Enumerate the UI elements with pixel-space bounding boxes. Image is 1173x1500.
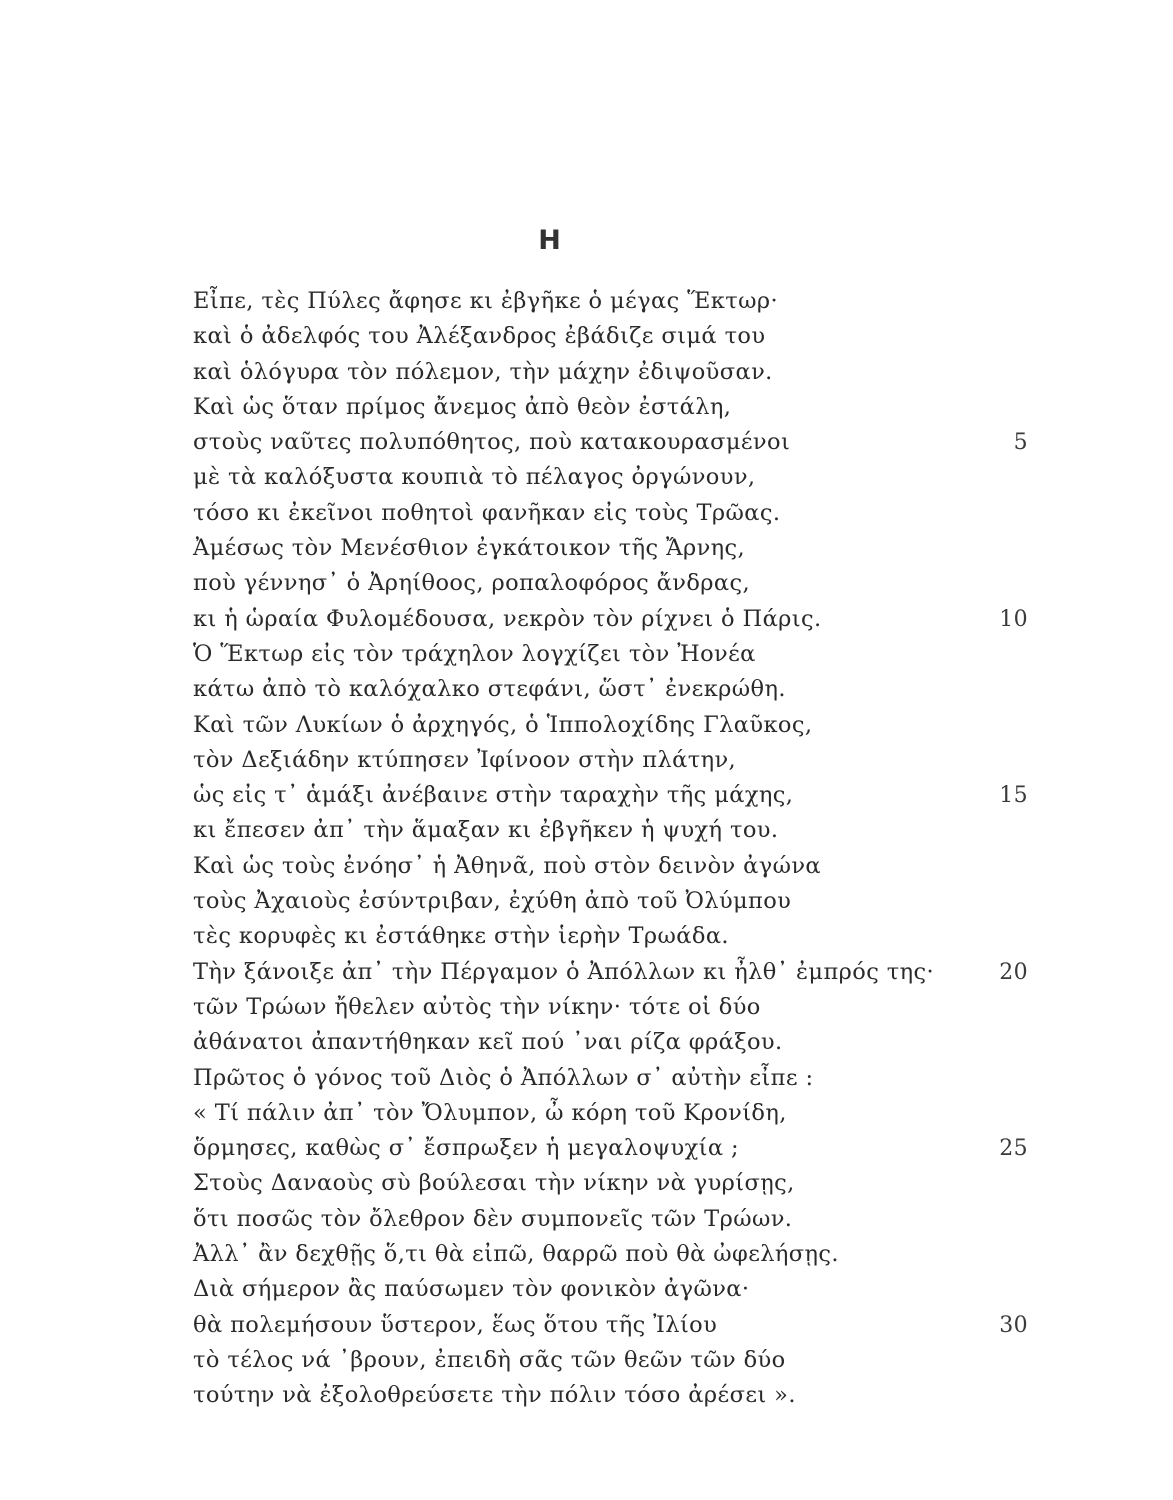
poem-line	[193, 1061, 1093, 1096]
poem-line	[193, 1096, 1093, 1131]
poem-line-text: Πρῶτος ὁ γόνος τοῦ Διὸς ὁ Ἀπόλλων σ᾿ αὐτὴν εἶπε :	[193, 1064, 814, 1091]
poem-line-text: τὸν Δεξιάδην κτύπησεν Ἰφίνοον στὴν πλάτην,	[193, 746, 737, 773]
poem-line	[193, 1308, 1093, 1343]
poem-line-text: « Τί πάλιν ἀπ᾿ τὸν Ὄλυμπον, ὦ κόρη τοῦ Κρονίδη,	[193, 1099, 787, 1126]
poem-line	[193, 849, 1093, 884]
poem-line	[193, 1025, 1093, 1060]
poem-line	[193, 390, 1093, 425]
poem-line-text: ὡς εἰς τ᾿ ἁμάξι ἀνέβαινε στὴν ταραχὴν τῆς μάχης,	[193, 782, 794, 809]
poem-line	[193, 990, 1093, 1025]
poem-line-text: Ὁ Ἕκτωρ εἰς τὸν τράχηλον λογχίζει τὸν Ἠονέα	[193, 640, 756, 667]
poem-line-text: καὶ ὁλόγυρα τὸν πόλεμον, τὴν μάχην ἐδιψοῦσαν.	[193, 358, 773, 385]
poem-line-text: θὰ πολεμήσουν ὕστερον, ἕως ὅτου τῆς Ἰλίου	[193, 1311, 718, 1338]
poem-line	[193, 1131, 1093, 1166]
poem-line	[193, 355, 1093, 390]
poem-line	[193, 1202, 1093, 1237]
poem-line	[193, 460, 1093, 495]
poem-line-text: ἀθάνατοι ἀπαντήθηκαν κεῖ πού ᾿ναι ρίζα φράξου.	[193, 1029, 783, 1056]
line-number: 10	[999, 606, 1028, 632]
poem-line-text: ὅρμησες, καθὼς σ᾿ ἔσπρωξεν ἡ μεγαλοψυχία ;	[193, 1135, 740, 1162]
poem-line	[193, 813, 1093, 848]
poem-line-text: Διὰ σήμερον ἂς παύσωμεν τὸν φονικὸν ἀγῶνα·	[193, 1276, 750, 1303]
line-number: 5	[1013, 430, 1028, 456]
poem-line	[193, 284, 1093, 319]
poem-line	[193, 496, 1093, 531]
poem-line	[193, 1343, 1093, 1378]
poem-line-text: τοὺς Ἀχαιοὺς ἐσύντριβαν, ἐχύθη ἀπὸ τοῦ Ὀλύμπου	[193, 888, 792, 915]
line-number: 30	[999, 1312, 1028, 1338]
poem-line-text: τῶν Τρώων ἤθελεν αὐτὸς τὴν νίκην· τότε οἱ δύο	[193, 993, 761, 1020]
poem-line	[193, 1237, 1093, 1272]
poem-line-text: τὲς κορυφὲς κι ἐστάθηκε στὴν ἱερὴν Τρωάδα.	[193, 923, 729, 950]
poem-line	[193, 1378, 1093, 1413]
poem-line-text: κι ἡ ὡραία Φυλομέδουσα, νεκρὸν τὸν ρίχνει ὁ Πάρις.	[193, 605, 822, 632]
line-number: 25	[999, 1136, 1028, 1162]
poem-line	[193, 566, 1093, 601]
poem-line-text: Καὶ ὡς τοὺς ἐνόησ᾿ ἡ Ἀθηνᾶ, ποὺ στὸν δεινὸν ἀγώνα	[193, 852, 822, 879]
poem-line-text: Καὶ τῶν Λυκίων ὁ ἀρχηγός, ὁ Ἱππολοχίδης Γλαῦκος,	[193, 711, 813, 738]
poem-line-text: τούτην νὰ ἐξολοθρεύσετε τὴν πόλιν τόσο ἀρέσει ».	[193, 1382, 796, 1409]
poem-line	[193, 955, 1093, 990]
poem-line-text: Εἶπε, τὲς Πύλες ἄφησε κι ἐβγῆκε ὁ μέγας Ἕκτωρ·	[193, 288, 779, 314]
poem-line-text: στοὺς ναῦτες πολυπόθητος, ποὺ κατακουρασμένοι	[193, 429, 791, 456]
poem-line-text: κι ἔπεσεν ἀπ᾿ τὴν ἅμαξαν κι ἐβγῆκεν ἡ ψυχή του.	[193, 817, 779, 844]
poem-line-text: Ἀλλ᾿ ἂν δεχθῇς ὅ,τι θὰ εἰπῶ, θαρρῶ ποὺ θὰ ὠφελήσῃς.	[193, 1241, 839, 1268]
line-number: 20	[999, 959, 1028, 985]
poem-line	[193, 743, 1093, 778]
poem-line	[193, 919, 1093, 954]
poem-line-text: ὅτι ποσῶς τὸν ὄλεθρον δὲν συμπονεῖς τῶν Τρώων.	[193, 1205, 793, 1232]
poem-line-text: τόσο κι ἐκεῖνοι ποθητοὶ φανῆκαν εἰς τοὺς Τρῶας.	[193, 499, 781, 526]
poem-line	[193, 1272, 1093, 1307]
poem-line-text: ποὺ γέννησ᾿ ὁ Ἀρηίθοος, ροπαλοφόρος ἄνδρας,	[193, 570, 751, 597]
poem-line	[193, 531, 1093, 566]
poem-line	[193, 884, 1093, 919]
poem-text-block	[193, 284, 1093, 1414]
poem-line-text: Τὴν ξάνοιξε ἀπ᾿ τὴν Πέργαμον ὁ Ἀπόλλων κι ἦλθ᾿ ἐμπρός της·	[193, 958, 935, 985]
poem-line-text: Καὶ ὡς ὅταν πρίμος ἄνεμος ἀπὸ θεὸν ἐστάλη,	[193, 393, 732, 420]
poem-line-text: καὶ ὁ ἀδελφός του Ἀλέξανδρος ἐβάδιζε σιμά του	[193, 323, 766, 350]
poem-line	[193, 637, 1093, 672]
poem-line-text: μὲ τὰ καλόξυστα κουπιὰ τὸ πέλαγος ὀργώνουν,	[193, 464, 756, 491]
poem-line	[193, 319, 1093, 354]
poem-line-text: Ἀμέσως τὸν Μενέσθιον ἐγκάτοικον τῆς Ἄρνης,	[193, 535, 746, 562]
poem-line	[193, 1166, 1093, 1201]
poem-line-text: τὸ τέλος νά ᾿βρουν, ἐπειδὴ σᾶς τῶν θεῶν τῶν δύο	[193, 1346, 786, 1373]
poem-line	[193, 602, 1093, 637]
line-number: 15	[999, 783, 1028, 809]
poem-line	[193, 778, 1093, 813]
poem-line	[193, 425, 1093, 460]
poem-line-text: Στοὺς Δαναοὺς σὺ βούλεσαι τὴν νίκην νὰ γυρίσῃς,	[193, 1170, 795, 1197]
poem-line	[193, 708, 1093, 743]
poem-line	[193, 672, 1093, 707]
book-heading-letter: Η	[538, 225, 562, 256]
poem-line-text: κάτω ἀπὸ τὸ καλόχαλκο στεφάνι, ὥστ᾿ ἐνεκρώθη.	[193, 676, 786, 703]
